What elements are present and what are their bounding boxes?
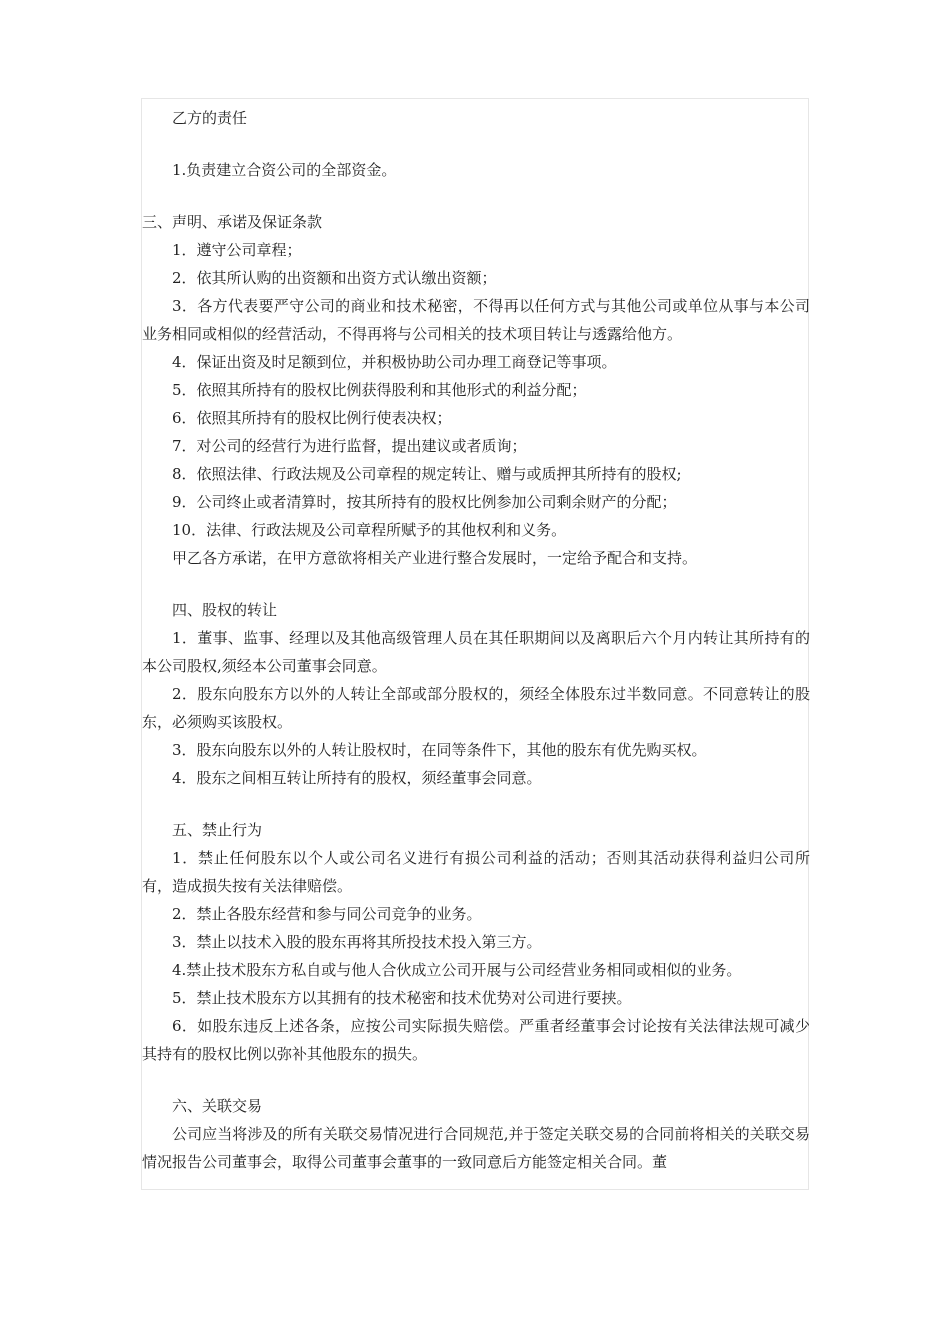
section3-item: 5．依照其所持有的股权比例获得股利和其他形式的利益分配； — [172, 381, 587, 399]
section4-item: 1．董事、监事、经理以及其他高级管理人员在其任职期间以及离职后六个月内转让其所持有的本公司股权,须经本公司董事会同意。 — [142, 629, 810, 675]
section3-item: 3．各方代表要严守公司的商业和技术秘密，不得再以任何方式与其他公司或单位从事与本公司业务相同或相似的经营活动，不得再将与公司相关的技术项目转让与透露给他方。 — [142, 297, 810, 343]
section3-item: 1．遵守公司章程； — [172, 241, 302, 259]
section5-item: 6．如股东违反上述各条，应按公司实际损失赔偿。严重者经董事会讨论按有关法律法规可减少其持有的股权比例以弥补其他股东的损失。 — [142, 1017, 810, 1063]
section4-item: 2．股东向股东方以外的人转让全部或部分股权的，须经全体股东过半数同意。不同意转让的股东，必须购买该股权。 — [142, 685, 810, 731]
section5-item: 5．禁止技术股东方以其拥有的技术秘密和技术优势对公司进行要挟。 — [172, 989, 632, 1007]
party-b-heading: 乙方的责任 — [172, 109, 248, 127]
section4-item: 3．股东向股东以外的人转让股权时，在同等条件下，其他的股东有优先购买权。 — [172, 741, 707, 759]
section3-item: 7．对公司的经营行为进行监督，提出建议或者质询； — [172, 437, 527, 455]
section3-item: 4．保证出资及时足额到位，并积极协助公司办理工商登记等事项。 — [172, 353, 617, 371]
section3-item: 9．公司终止或者清算时，按其所持有的股权比例参加公司剩余财产的分配； — [172, 493, 677, 511]
section5-heading: 五、禁止行为 — [172, 821, 263, 839]
section3-commitment: 甲乙各方承诺，在甲方意欲将相关产业进行整合发展时，一定给予配合和支持。 — [172, 549, 698, 567]
section5-item: 2．禁止各股东经营和参与同公司竞争的业务。 — [172, 905, 482, 923]
section3-item: 2．依其所认购的出资额和出资方式认缴出资额； — [172, 269, 497, 287]
document-body — [142, 104, 810, 1176]
section3-heading: 三、声明、承诺及保证条款 — [142, 213, 323, 231]
section3-item: 10．法律、行政法规及公司章程所赋予的其他权利和义务。 — [172, 521, 567, 539]
section4-item: 4．股东之间相互转让所持有的股权，须经董事会同意。 — [172, 769, 542, 787]
section5-item: 1．禁止任何股东以个人或公司名义进行有损公司利益的活动；否则其活动获得利益归公司所有，造成损失按有关法律赔偿。 — [142, 849, 810, 895]
section4-heading: 四、股权的转让 — [172, 601, 278, 619]
section3-item: 6．依照其所持有的股权比例行使表决权； — [172, 409, 452, 427]
section3-item: 8．依照法律、行政法规及公司章程的规定转让、赠与或质押其所持有的股权; — [172, 465, 682, 483]
party-b-item: 1.负责建立合资公司的全部资金。 — [172, 161, 397, 179]
section6-heading: 六、关联交易 — [172, 1097, 263, 1115]
section5-item: 3．禁止以技术入股的股东再将其所投技术投入第三方。 — [172, 933, 542, 951]
section5-item: 4.禁止技术股东方私自或与他人合伙成立公司开展与公司经营业务相同或相似的业务。 — [172, 961, 742, 979]
section6-paragraph: 公司应当将涉及的所有关联交易情况进行合同规范,并于签定关联交易的合同前将相关的关联交易情况报告公司董事会，取得公司董事会董事的一致同意后方能签定相关合同。董 — [142, 1125, 810, 1171]
